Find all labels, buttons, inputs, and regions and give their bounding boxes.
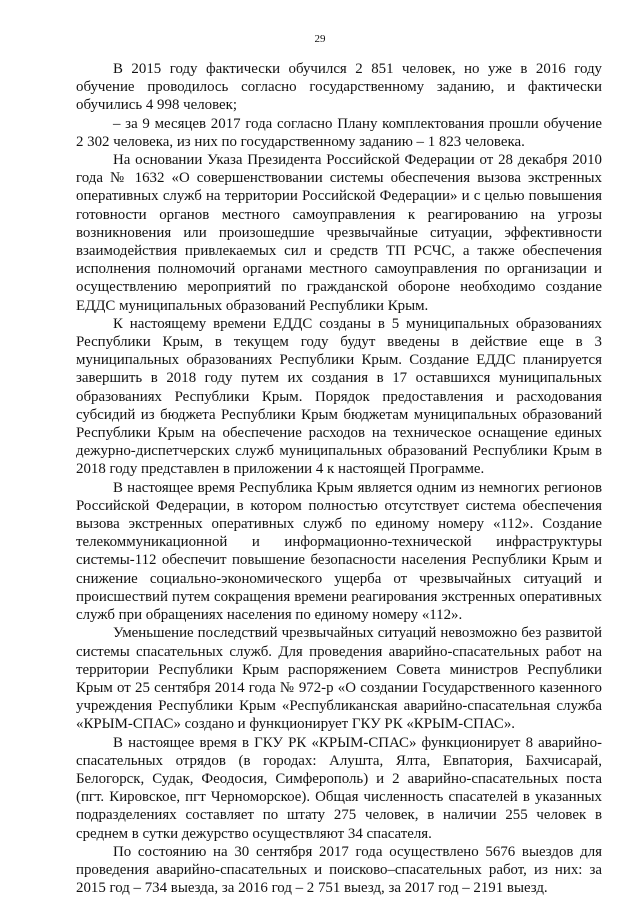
paragraph-decree-edds: На основании Указа Президента Российской Федерации от 28 декабря 2010 года № 1632 «О совершенствовании системы обеспечения вызова экстренных оперативных служб на территории Российской Федерации» и с целью повышения готовности органов местного самоуправления к реагированию на угрозы возникновения или произошедшие чрезвычайные ситуации, эффективности взаимодействия привлекаемых сил и средств ТП РСЧС, а также обеспечения исполнения полномочий органами местного самоуправления по организации и осуществлению мероприятий по гражданской обороне необходимо создание ЕДДС муниципальных образований Республики Крым. (76, 152, 602, 314)
paragraph-system-112: В настоящее время Республика Крым является одним из немногих регионов Российской Федерации, в котором полностью отсутствует система обеспечения вызова экстренных оперативных служб по единому номеру «112». Создание телекоммуникационной и информационно-технической инфраструктуры системы-112 обеспечит повышение безопасности населения Республики Крым и снижение социально-экономического ущерба от чрезвычайных ситуаций и происшествий путем сокращения времени реагирования экстренных оперативных служб при обращениях населения по единому номеру «112». (76, 479, 602, 624)
paragraph-edds-created: К настоящему времени ЕДДС созданы в 5 муниципальных образованиях Республики Крым, в текущем году будут введены в действие еще в 3 муниципальных образованиях Республики Крым. Создание ЕДДС планируется завершить в 2018 году путем их создания в 17 оставшихся муниципальных образованиях Республики Крым. Порядок предоставления и расходования субсидий из бюджета Республики Крым бюджетам муниципальных образований Республики Крым на обеспечение расходов на техническое оснащение единых дежурно-диспетчерских служб муниципальных образований Республики Крым в 2018 году представлен в приложении 4 к настоящей Программе. (76, 315, 602, 478)
paragraph-rescue-trips: По состоянию на 30 сентября 2017 года осуществлено 5676 выездов для проведения аварийно-спасательных и поисково–спасательных работ, из них: за 2015 год – 734 выезда, за 2016 год – 2 751 выезд, за 2017 год – 2191 выезд. (76, 843, 602, 897)
page-number: 29 (314, 33, 326, 45)
paragraph-training-2015-2016: В 2015 году фактически обучился 2 851 человек, но уже в 2016 году обучение проводилось согласно государственному заданию, и фактически обучились 4 998 человек; (76, 61, 602, 114)
paragraph-training-2017: – за 9 месяцев 2017 года согласно Плану комплектования прошли обучение 2 302 человека, из них по государственному заданию – 1 823 человека. (76, 115, 602, 150)
paragraph-rescue-services: Уменьшение последствий чрезвычайных ситуаций невозможно без развитой системы спасательных служб. Для проведения аварийно-спасательных работ на территории Республики Крым распоряжением Совета министров Республики Крым от 25 сентября 2014 года № 972-р «О создании Государственного казенного учреждения Республики Крым «Республиканская аварийно-спасательная служба «КРЫМ-СПАС» создано и функционирует ГКУ РК «КРЫМ-СПАС». (76, 625, 602, 733)
document-body (76, 60, 602, 897)
paragraph-krym-spas-units: В настоящее время в ГКУ РК «КРЫМ-СПАС» функционирует 8 аварийно-спасательных отрядов (в городах: Алушта, Ялта, Евпатория, Бахчисарай, Белогорск, Судак, Феодосия, Симферополь) и 2 аварийно-спасательных поста (пгт. Кировское, пгт Черноморское). Общая численность спасателей в указанных подразделениях составляет по штату 275 человек, в наличии 255 человек в среднем в сутки дежурство осуществляют 34 спасателя. (76, 734, 602, 842)
